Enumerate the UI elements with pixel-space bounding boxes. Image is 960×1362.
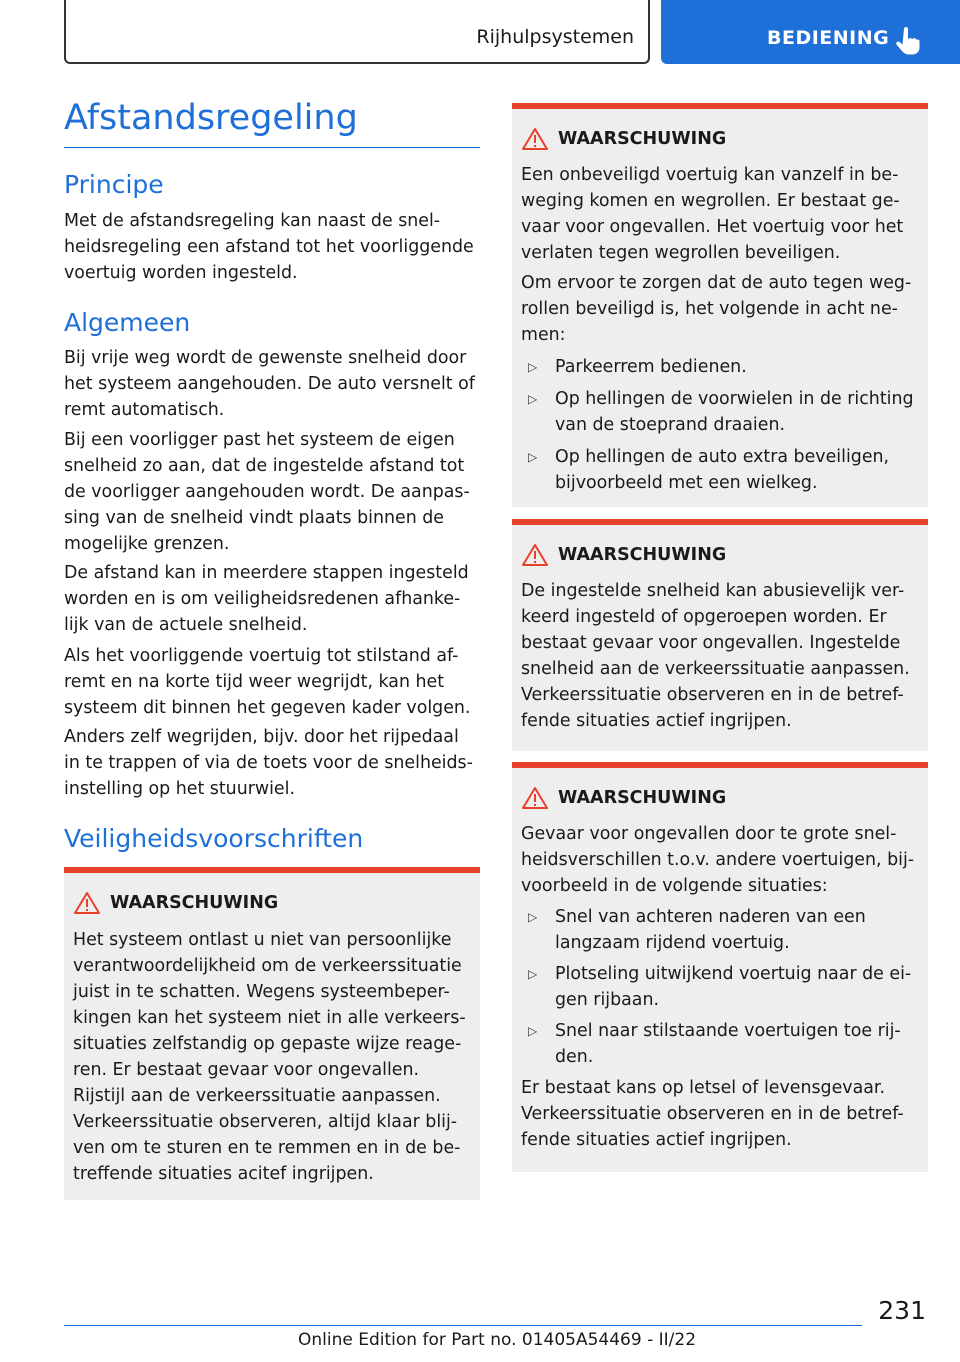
text-line: het systeem aangehouden. De auto versnelt of bbox=[64, 374, 475, 394]
text-line: Het systeem ontlast u niet van persoonlijke bbox=[73, 930, 452, 950]
text-line: sing van de snelheid vindt plaats binnen de bbox=[64, 508, 445, 528]
text-line: Verkeerssituatie observeren, altijd klaar blij- bbox=[73, 1112, 458, 1132]
text-line: instelling op het stuurwiel. bbox=[64, 779, 295, 799]
text-line: Met de afstandsregeling kan naast de snel- bbox=[64, 211, 441, 231]
title-rule bbox=[64, 147, 480, 148]
text-line: bijvoorbeeld met een wielkeg. bbox=[555, 473, 818, 493]
text-line: ven om te sturen en te remmen en in de be- bbox=[73, 1138, 461, 1158]
warning-bar bbox=[64, 867, 480, 873]
warning-body-p1 bbox=[521, 162, 923, 266]
page-title: Afstandsregeling bbox=[64, 98, 358, 138]
heading-veiligheid: Veiligheidsvoorschriften bbox=[64, 824, 364, 853]
warning-body bbox=[73, 927, 475, 1187]
warning-bar bbox=[512, 762, 928, 768]
text-line: in te trappen of via de toets voor de snelheids- bbox=[64, 753, 473, 773]
text-line: rollen beveiligd is, het volgende in acht ne- bbox=[521, 299, 898, 319]
warning-box-safety bbox=[64, 867, 480, 1200]
warning-box-speed bbox=[512, 519, 928, 751]
footer-rule bbox=[64, 1325, 862, 1326]
bullet-marker: ▷ bbox=[528, 910, 538, 924]
text-line: mogelijke grenzen. bbox=[64, 534, 230, 554]
warning-title: WAARSCHUWING bbox=[558, 129, 727, 149]
text-line: Op hellingen de auto extra beveiligen, bbox=[555, 447, 890, 467]
text-line: Rijstijl aan de verkeerssituatie aanpassen. bbox=[73, 1086, 441, 1106]
text-line: Bij een voorligger past het systeem de eigen bbox=[64, 430, 455, 450]
page-number: 231 bbox=[878, 1296, 926, 1325]
text-line: de voorligger aangehouden wordt. De aanpas- bbox=[64, 482, 470, 502]
list-item bbox=[555, 961, 925, 1013]
hand-pointer-icon bbox=[895, 27, 921, 55]
warning-body bbox=[521, 578, 923, 734]
text-line: juist in te schatten. Wegens systeembeper- bbox=[73, 982, 450, 1002]
text-line: Om ervoor te zorgen dat de auto tegen weg- bbox=[521, 273, 912, 293]
text-line: keerd ingesteld of opgeroepen worden. Er bbox=[521, 607, 887, 627]
warning-bar bbox=[512, 519, 928, 525]
heading-principe: Principe bbox=[64, 170, 164, 199]
text-line: fende situaties actief ingrijpen. bbox=[521, 1130, 792, 1150]
bullet-marker: ▷ bbox=[528, 1024, 538, 1038]
text-line: langzaam rijdend voertuig. bbox=[555, 933, 790, 953]
text-line: verlaten tegen wegrollen beveiligen. bbox=[521, 243, 841, 263]
text-line: heidsregeling een afstand tot het voorliggende bbox=[64, 237, 474, 257]
paragraph-algemeen-1 bbox=[64, 345, 484, 423]
text-line: weging komen en wegrollen. Er bestaat ge- bbox=[521, 191, 900, 211]
warning-triangle-icon bbox=[522, 544, 548, 566]
text-line: remt automatisch. bbox=[64, 400, 225, 420]
text-line: Er bestaat kans op letsel of levensgevaar. bbox=[521, 1078, 885, 1098]
text-line: gen rijbaan. bbox=[555, 990, 660, 1010]
text-line: snelheid aan de verkeerssituatie aanpassen. bbox=[521, 659, 910, 679]
paragraph-algemeen-5 bbox=[64, 724, 484, 802]
text-line: De ingestelde snelheid kan abusievelijk ver- bbox=[521, 581, 905, 601]
warning-title: WAARSCHUWING bbox=[558, 788, 727, 808]
paragraph-algemeen-3 bbox=[64, 560, 484, 638]
text-line: kingen kan het systeem niet in alle verkeers- bbox=[73, 1008, 466, 1028]
list-item bbox=[555, 386, 925, 438]
paragraph-principe bbox=[64, 208, 484, 286]
text-line: De afstand kan in meerdere stappen ingesteld bbox=[64, 563, 469, 583]
text-line: treffende situaties acitef ingrijpen. bbox=[73, 1164, 374, 1184]
text-line: Snel van achteren naderen van een bbox=[555, 907, 866, 927]
text-line: Snel naar stilstaande voertuigen toe rij- bbox=[555, 1021, 901, 1041]
warning-title: WAARSCHUWING bbox=[110, 893, 279, 913]
text-line: worden en is om veiligheidsredenen afhanke- bbox=[64, 589, 461, 609]
list-item bbox=[555, 444, 925, 496]
bullet-marker: ▷ bbox=[528, 450, 538, 464]
heading-algemeen: Algemeen bbox=[64, 308, 191, 337]
text-line: van de stoeprand draaien. bbox=[555, 415, 786, 435]
warning-body-p2 bbox=[521, 270, 923, 348]
footer-edition: Online Edition for Part no. 01405A54469 - II/22 bbox=[298, 1330, 697, 1350]
text-line: voertuig worden ingesteld. bbox=[64, 263, 298, 283]
text-line: Als het voorliggende voertuig tot stilstand af- bbox=[64, 646, 459, 666]
header-section-box bbox=[64, 0, 650, 64]
text-line: heidsverschillen t.o.v. andere voertuigen, bij- bbox=[521, 850, 915, 870]
list-item bbox=[555, 904, 925, 956]
bullet-marker: ▷ bbox=[528, 392, 538, 406]
text-line: fende situaties actief ingrijpen. bbox=[521, 711, 792, 731]
list-item bbox=[555, 1018, 925, 1070]
warning-triangle-icon bbox=[74, 892, 100, 914]
text-line: situaties zelfstandig op gepaste wijze reage- bbox=[73, 1034, 462, 1054]
text-line: Verkeerssituatie observeren en in de betref- bbox=[521, 1104, 904, 1124]
text-line: Gevaar voor ongevallen door te grote snel- bbox=[521, 824, 897, 844]
warning-box-rolling bbox=[512, 103, 928, 507]
warning-box-speed-difference bbox=[512, 762, 928, 1172]
text-line: systeem dit binnen het gegeven kader volgen. bbox=[64, 698, 471, 718]
warning-triangle-icon bbox=[522, 128, 548, 150]
paragraph-algemeen-4 bbox=[64, 643, 484, 721]
text-line: Verkeerssituatie observeren en in de betref- bbox=[521, 685, 904, 705]
list-item bbox=[555, 354, 925, 380]
header-section-title: Rijhulpsystemen bbox=[476, 26, 634, 48]
text-line: lijk van de actuele snelheid. bbox=[64, 615, 308, 635]
text-line: Op hellingen de voorwielen in de richting bbox=[555, 389, 914, 409]
text-line: vaar voor ongevallen. Het voertuig voor het bbox=[521, 217, 904, 237]
text-line: Anders zelf wegrijden, bijv. door het rijpedaal bbox=[64, 727, 459, 747]
text-line: voorbeeld in de volgende situaties: bbox=[521, 876, 828, 896]
text-line: snelheid zo aan, dat de ingestelde afstand tot bbox=[64, 456, 465, 476]
warning-body-p2 bbox=[521, 1075, 923, 1153]
warning-title: WAARSCHUWING bbox=[558, 545, 727, 565]
warning-body-p1 bbox=[521, 821, 923, 899]
text-line: bestaat gevaar voor ongevallen. Ingestelde bbox=[521, 633, 901, 653]
bullet-marker: ▷ bbox=[528, 360, 538, 374]
text-line: remt en na korte tijd weer wegrijdt, kan het bbox=[64, 672, 445, 692]
text-line: den. bbox=[555, 1047, 594, 1067]
text-line: Parkeerrem bedienen. bbox=[555, 357, 747, 377]
text-line: Bij vrije weg wordt de gewenste snelheid door bbox=[64, 348, 467, 368]
header-chapter-label: BEDIENING bbox=[767, 27, 890, 49]
text-line: verantwoordelijkheid om de verkeerssituatie bbox=[73, 956, 462, 976]
text-line: men: bbox=[521, 325, 566, 345]
text-line: ren. Er bestaat gevaar voor ongevallen. bbox=[73, 1060, 420, 1080]
text-line: Een onbeveiligd voertuig kan vanzelf in be- bbox=[521, 165, 899, 185]
warning-triangle-icon bbox=[522, 787, 548, 809]
warning-bar bbox=[512, 103, 928, 109]
paragraph-algemeen-2 bbox=[64, 427, 484, 557]
bullet-marker: ▷ bbox=[528, 967, 538, 981]
text-line: Plotseling uitwijkend voertuig naar de ei- bbox=[555, 964, 912, 984]
